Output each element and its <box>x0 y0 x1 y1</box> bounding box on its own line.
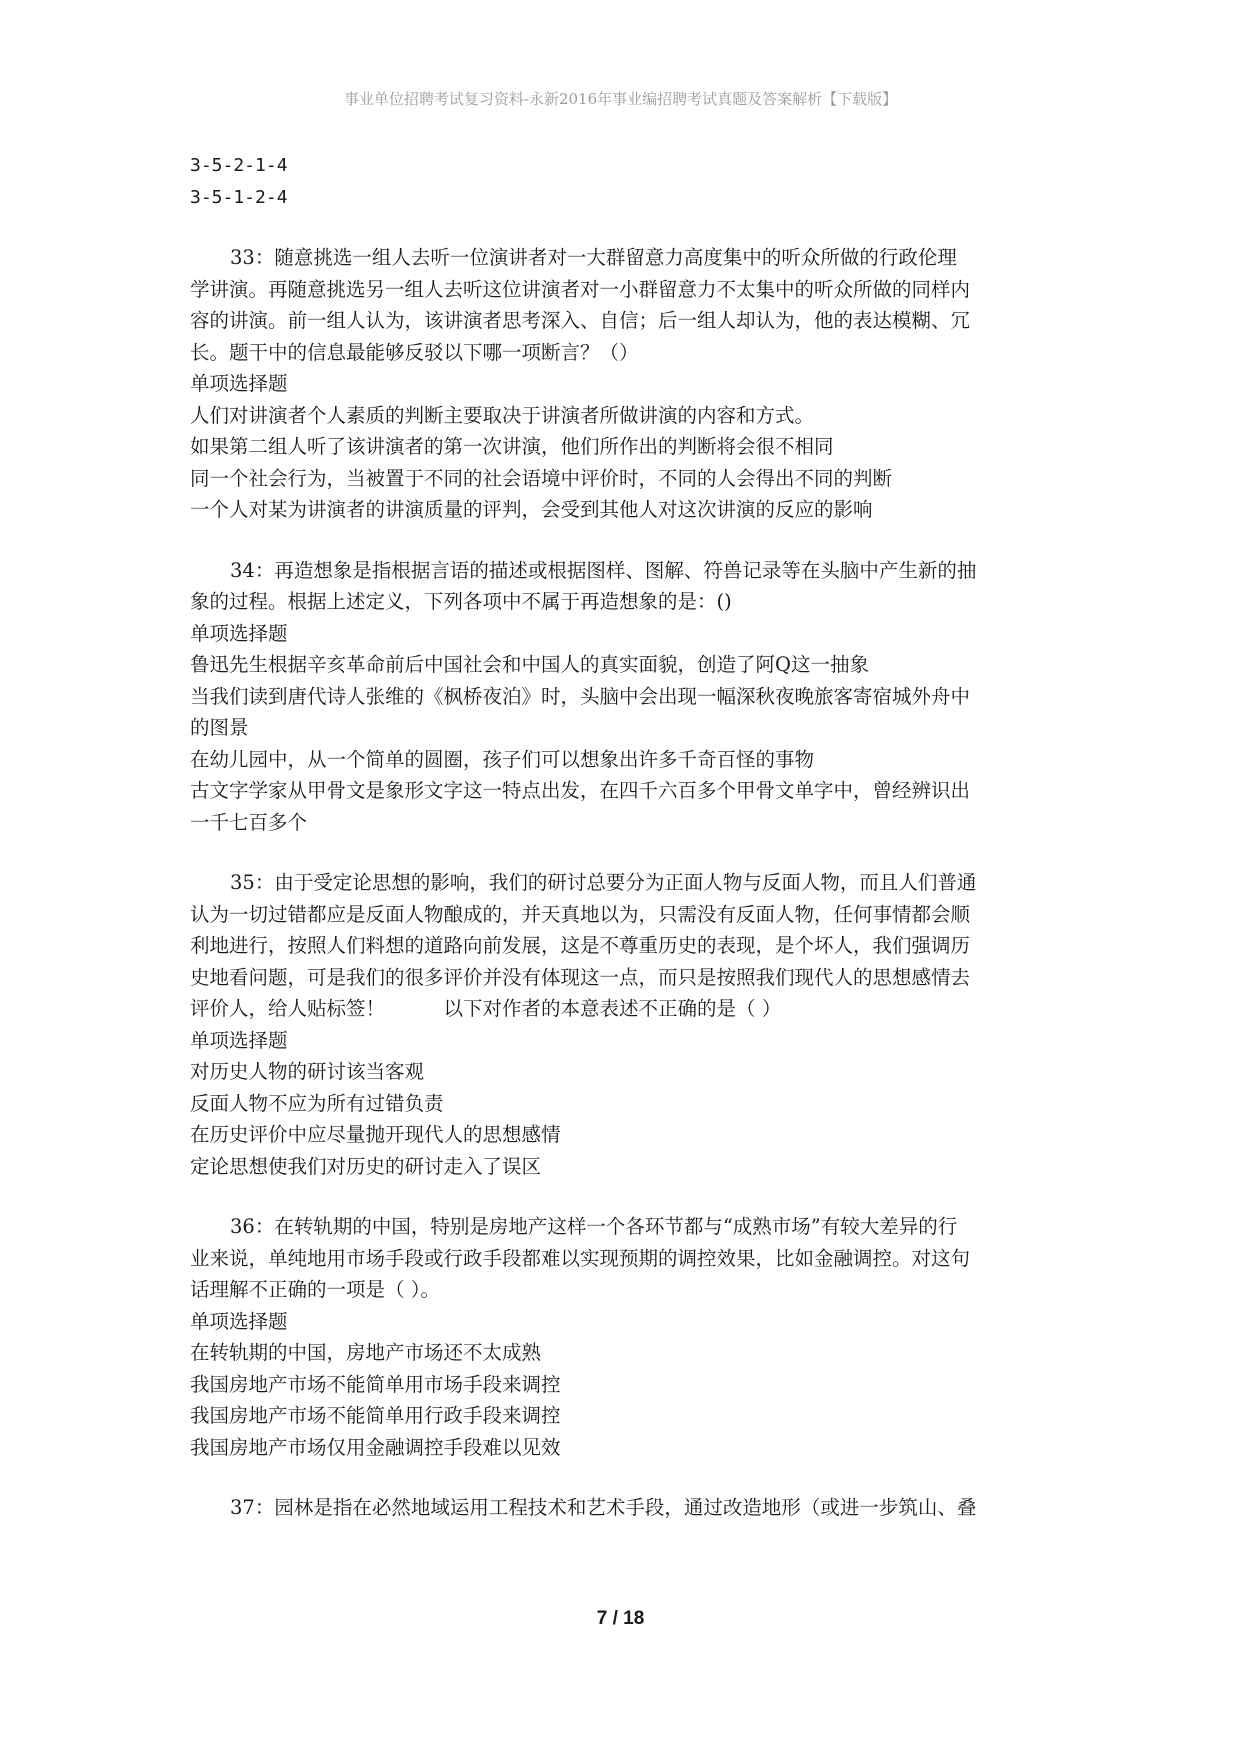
question-36 <box>190 1211 1070 1463</box>
option-line: 我国房地产市场不能简单用行政手段来调控 <box>190 1404 561 1427</box>
stem-line: 33：随意挑选一组人去听一位演讲者对一大群留意力高度集中的听众所做的行政伦理 <box>230 246 957 269</box>
stem-line: 话理解不正确的一项是（ ）。 <box>190 1278 440 1301</box>
stem-line: 学讲演。再随意挑选另一组人去听这位讲演者对一小群留意力不太集中的听众所做的同样内 <box>190 277 971 301</box>
question-type: 单项选择题 <box>190 621 288 645</box>
stem-line: 评价人，给人贴标签！ 以下对作者的本意表述不正确的是（ ） <box>190 997 782 1020</box>
question-34 <box>190 555 1070 839</box>
stem-line: 36：在转轨期的中国，特别是房地产这样一个各环节都与“成熟市场”有较大差异的行 <box>230 1215 958 1238</box>
stem-line: 35：由于受定论思想的影响，我们的研讨总要分为正面人物与反面人物，而且人们普通 <box>230 871 977 894</box>
question-stem <box>190 242 1070 368</box>
option-line: 的图景 <box>190 716 249 739</box>
question-stem <box>190 1211 1070 1306</box>
question-type: 单项选择题 <box>190 1309 288 1333</box>
page-number: 7 / 18 <box>596 1608 645 1629</box>
question-37 <box>190 1492 1070 1524</box>
question-stem <box>190 555 1070 618</box>
option-line: 在幼儿园中，从一个简单的圆圈，孩子们可以想象出许多千奇百怪的事物 <box>190 747 815 771</box>
option-line: 我国房地产市场仅用金融调控手段难以见效 <box>190 1435 561 1459</box>
question-type: 单项选择题 <box>190 372 288 395</box>
option-line: 同一个社会行为，当被置于不同的社会语境中评价时，不同的人会得出不同的判断 <box>190 466 893 490</box>
option-line: 一个人对某为讲演者的讲演质量的评判，会受到其他人对这次讲演的反应的影响 <box>190 498 873 521</box>
option-line: 古文字学家从甲骨文是象形文字这一特点出发，在四千六百多个甲骨文单字中，曾经辨识出 <box>190 779 971 802</box>
question-35 <box>190 867 1070 1182</box>
option-line: 人们对讲演者个人素质的判断主要取决于讲演者所做讲演的内容和方式。 <box>190 403 815 427</box>
option-line: 在转轨期的中国，房地产市场还不太成熟 <box>190 1341 542 1364</box>
stem-line: 长。题干中的信息最能够反驳以下哪一项断言？（） <box>190 340 639 364</box>
option-line: 对历史人物的研讨该当客观 <box>190 1060 425 1083</box>
option-line: 一千七百多个 <box>190 810 308 834</box>
option-line: 在历史评价中应尽量抛开现代人的思想感情 <box>190 1123 561 1146</box>
option-line: 3-5-1-2-4 <box>190 186 288 208</box>
stem-line: 认为一切过错都应是反面人物酿成的，并天真地以为，只需没有反面人物，任何事情都会顺 <box>190 902 971 926</box>
option-line: 当我们读到唐代诗人张维的《枫桥夜泊》时，头脑中会出现一幅深秋夜晚旅客寄宿城外舟中 <box>190 684 971 708</box>
option-line: 如果第二组人听了该讲演者的第一次讲演，他们所作出的判断将会很不相同 <box>190 435 834 458</box>
stem-line: 容的讲演。前一组人认为，该讲演者思考深入、自信；后一组人却认为，他的表达模糊、冗 <box>190 309 971 332</box>
stem-line: 史地看问题，可是我们的很多评价并没有体现这一点，而只是按照我们现代人的思想感情去 <box>190 965 971 989</box>
option-line: 定论思想使我们对历史的研讨走入了误区 <box>190 1154 542 1178</box>
option-line: 鲁迅先生根据辛亥革命前后中国社会和中国人的真实面貌，创造了阿Q这一抽象 <box>190 653 869 676</box>
stem-line: 34：再造想象是指根据言语的描述或根据图样、图解、符兽记录等在头脑中产生新的抽 <box>230 558 977 582</box>
option-line: 我国房地产市场不能简单用市场手段来调控 <box>190 1372 561 1396</box>
stem-line: 37：园林是指在必然地域运用工程技术和艺术手段，通过改造地形（或进一步筑山、叠 <box>230 1496 977 1519</box>
question-33 <box>190 242 1070 526</box>
question-stem <box>190 867 1070 1025</box>
stem-line: 利地进行，按照人们料想的道路向前发展，这是不尊重历史的表现，是个坏人，我们强调历 <box>190 934 971 957</box>
stem-line: 业来说，单纯地用市场手段或行政手段都难以实现预期的调控效果，比如金融调控。对这句 <box>190 1246 971 1270</box>
question-stem <box>190 1492 1070 1524</box>
question-type: 单项选择题 <box>190 1028 288 1052</box>
page-content <box>190 150 1070 1524</box>
stem-line: 象的过程。根据上述定义，下列各项中不属于再造想象的是：() <box>190 590 732 613</box>
option-line: 反面人物不应为所有过错负责 <box>190 1091 444 1115</box>
option-line: 3-5-2-1-4 <box>190 155 288 176</box>
document-header: 事业单位招聘考试复习资料-永新2016年事业编招聘考试真题及答案解析【下载版】 <box>343 90 898 108</box>
